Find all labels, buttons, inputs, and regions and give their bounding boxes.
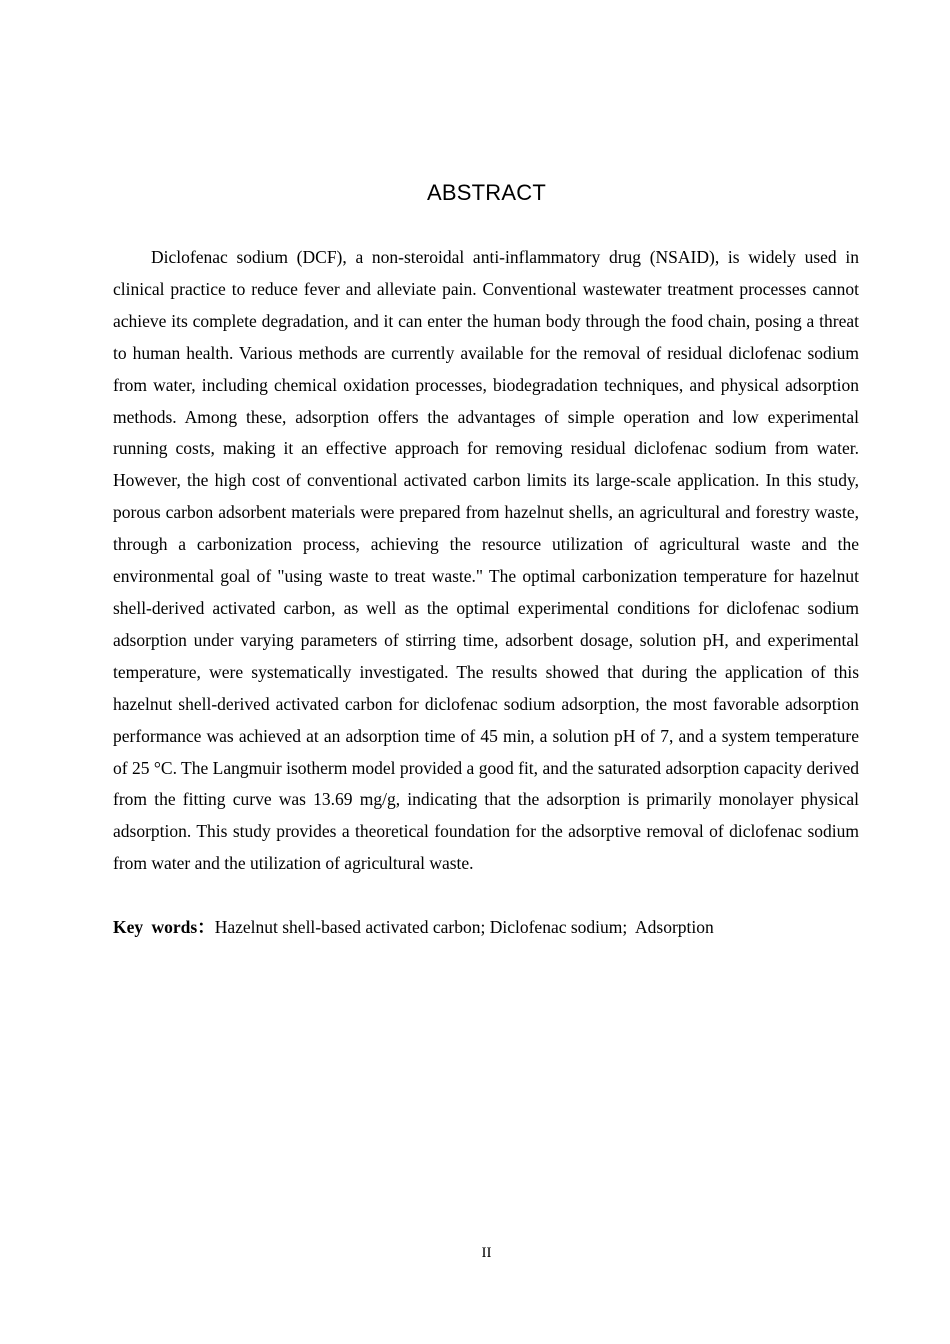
keywords-line bbox=[113, 912, 859, 944]
keywords-label: Key words： bbox=[113, 917, 215, 937]
abstract-title: ABSTRACT bbox=[427, 180, 546, 205]
abstract-body: Diclofenac sodium (DCF), a non-steroidal anti-inflammatory drug (NSAID), is widely used in clinical practice to reduce fever and alleviate pain. Conventional wastewater treatment processes cannot achieve its complete degradation, and it can enter the human body through the food chain, posing a threat to human health. Various methods are currently available for the removal of residual diclofenac sodium from water, including chemical oxidation processes, biodegradation techniques, and physical adsorption methods. Among these, adsorption offers the advantages of simple operation and low experimental running costs, making it an effective approach for removing residual diclofenac sodium from water. However, the high cost of conventional activated carbon limits its large-scale application. In this study, porous carbon adsorbent materials were prepared from hazelnut shells, an agricultural and forestry waste, through a carbonization process, achieving the resource utilization of agricultural waste and the environmental goal of "using waste to treat waste." The optimal carbonization temperature for hazelnut shell-derived activated carbon, as well as the optimal experimental conditions for diclofenac sodium adsorption under varying parameters of stirring time, adsorbent dosage, solution pH, and experimental temperature, were systematically investigated. The results showed that during the application of this hazelnut shell-derived activated carbon for diclofenac sodium adsorption, the most favorable adsorption performance was achieved at an adsorption time of 45 min, a solution pH of 7, and a system temperature of 25 °C. The Langmuir isotherm model provided a good fit, and the saturated adsorption capacity derived from the fitting curve was 13.69 mg/g, indicating that the adsorption is primarily monolayer physical adsorption. This study provides a theoretical foundation for the adsorptive removal of diclofenac sodium from water and the utilization of agricultural waste. bbox=[113, 247, 859, 874]
keywords-text: Hazelnut shell-based activated carbon; Diclofenac sodium; Adsorption bbox=[214, 917, 714, 937]
page-number: II bbox=[481, 1245, 492, 1261]
